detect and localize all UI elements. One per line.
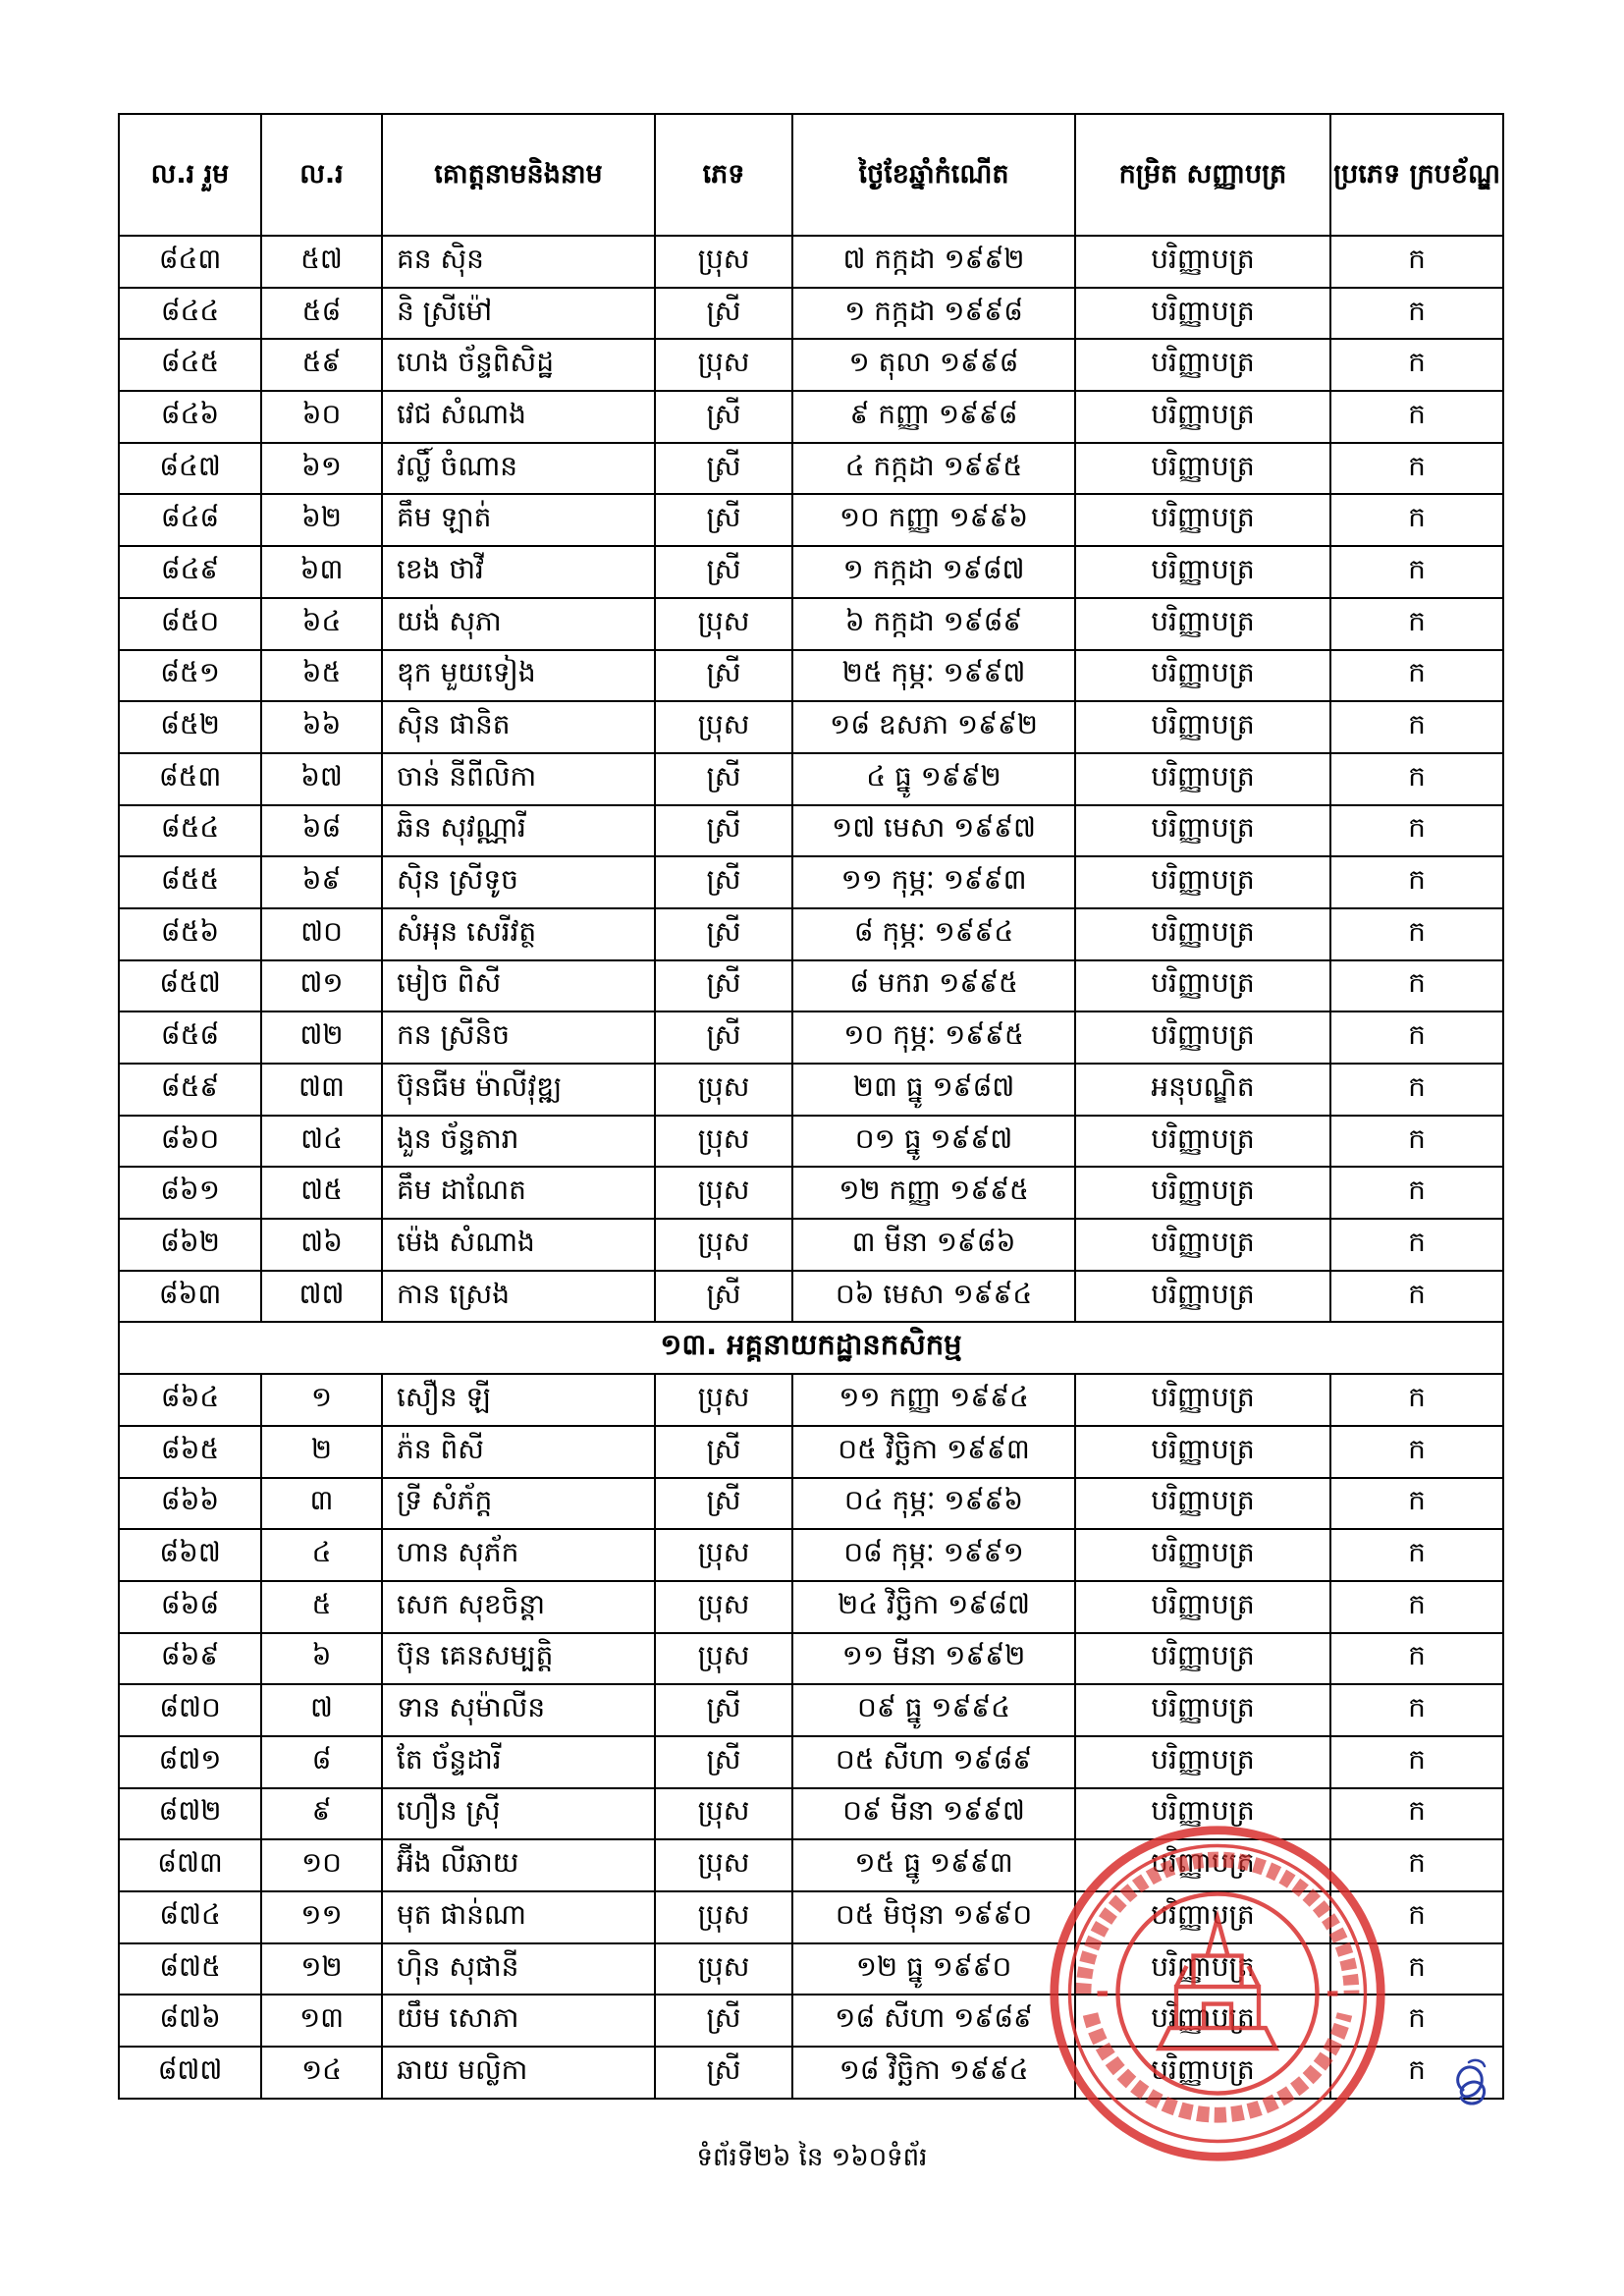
sex-cell: ស្រី [655,288,792,340]
table-row [119,1219,1503,1271]
table-row [119,288,1503,340]
degree-cell: បរិញ្ញាបត្រ [1075,391,1330,443]
overall-no-cell: ៨៥៥ [119,856,261,908]
name-cell: ហឿន ស៊្រី [382,1788,655,1840]
sex-cell: ស្រី [655,1011,792,1064]
name-cell: កន ស្រីនិច [382,1011,655,1064]
dob-cell: ១ តុលា ១៩៩៨ [792,339,1075,391]
table-row [119,1064,1503,1116]
no-cell: ៥៨ [261,288,382,340]
framework-cell: ក [1330,1374,1503,1426]
official-seal-stamp [1046,1822,1389,2165]
dob-cell: ៣ មីនា ១៩៨៦ [792,1219,1075,1271]
name-cell: ទ្រី សំភ័ក្ត [382,1478,655,1530]
overall-no-cell: ៨៧២ [119,1788,261,1840]
no-cell: ២ [261,1426,382,1478]
name-cell: សេក សុខចិន្តា [382,1581,655,1633]
table-row [119,1374,1503,1426]
sex-cell: ស្រី [655,2047,792,2099]
name-cell: ចាន់ នីពីលិកា [382,753,655,805]
sex-cell: ប្រុស [655,1891,792,1943]
overall-no-cell: ៨៦៨ [119,1581,261,1633]
dob-cell: ០៩ មីនា ១៩៩៧ [792,1788,1075,1840]
degree-cell: បរិញ្ញាបត្រ [1075,1271,1330,1323]
overall-no-cell: ៨៤៦ [119,391,261,443]
table-row [119,236,1503,288]
table-row [119,598,1503,650]
table-row [119,1011,1503,1064]
dob-cell: ០១ ធ្នូ ១៩៩៧ [792,1116,1075,1168]
overall-no-cell: ៨៥៦ [119,908,261,960]
sex-cell: ប្រុស [655,1633,792,1685]
no-cell: ៦៧ [261,753,382,805]
name-cell: មៀច ពិសី [382,960,655,1012]
overall-no-cell: ៨៤៧ [119,443,261,495]
sex-cell: ស្រី [655,1426,792,1478]
name-cell: តែ ច័ន្ទដារី [382,1736,655,1788]
no-cell: ៧៣ [261,1064,382,1116]
sex-cell: ប្រុស [655,236,792,288]
degree-cell: បរិញ្ញាបត្រ [1075,1943,1330,1995]
dob-cell: ១៥ ធ្នូ ១៩៩៣ [792,1839,1075,1891]
dob-cell: ១៧ មេសា ១៩៩៧ [792,805,1075,857]
dob-cell: ០៨ កុម្ភៈ ១៩៩១ [792,1529,1075,1581]
dob-cell: ០៥ វិច្ឆិកា ១៩៩៣ [792,1426,1075,1478]
no-cell: ១២ [261,1943,382,1995]
framework-cell: ក [1330,1736,1503,1788]
overall-no-cell: ៨៦៧ [119,1529,261,1581]
overall-no-cell: ៨៥៩ [119,1064,261,1116]
no-cell: ៦២ [261,494,382,546]
overall-no-cell: ៨៥១ [119,650,261,702]
sex-cell: ប្រុស [655,701,792,753]
sex-cell: ស្រី [655,494,792,546]
name-cell: អ៊ីង លីឆាយ [382,1839,655,1891]
overall-no-cell: ៨៤៣ [119,236,261,288]
header-framework-type: ប្រភេទ ក្របខ័ណ្ឌ [1330,114,1503,236]
dob-cell: ៩ កញ្ញា ១៩៩៨ [792,391,1075,443]
no-cell: ៨ [261,1736,382,1788]
overall-no-cell: ៨៦៣ [119,1271,261,1323]
name-cell: វេជ សំណាង [382,391,655,443]
dob-cell: ១ កក្កដា ១៩៩៨ [792,288,1075,340]
degree-cell: បរិញ្ញាបត្រ [1075,1219,1330,1271]
framework-cell: ក [1330,701,1503,753]
table-row [119,546,1503,598]
name-cell: ទាន សុម៉ាលីន [382,1684,655,1736]
rows-block-1 [119,236,1503,1322]
table-row [119,339,1503,391]
framework-cell: ក [1330,753,1503,805]
header-overall-no: ល.រ រួម [119,114,261,236]
no-cell: ៥ [261,1581,382,1633]
framework-cell: ក [1330,546,1503,598]
dob-cell: ០៦ មេសា ១៩៩៤ [792,1271,1075,1323]
no-cell: ៧៧ [261,1271,382,1323]
table-row [119,960,1503,1012]
no-cell: ៦០ [261,391,382,443]
degree-cell: បរិញ្ញាបត្រ [1075,1478,1330,1530]
framework-cell: ក [1330,1011,1503,1064]
dob-cell: ១២ ធ្នូ ១៩៩០ [792,1943,1075,1995]
framework-cell: ក [1330,1684,1503,1736]
overall-no-cell: ៨៧១ [119,1736,261,1788]
degree-cell: បរិញ្ញាបត្រ [1075,1684,1330,1736]
no-cell: ៩ [261,1788,382,1840]
degree-cell: បរិញ្ញាបត្រ [1075,546,1330,598]
framework-cell: ក [1330,1995,1503,2047]
no-cell: ៦៩ [261,856,382,908]
no-cell: ៦៤ [261,598,382,650]
degree-cell: បរិញ្ញាបត្រ [1075,1374,1330,1426]
framework-cell: ក [1330,1529,1503,1581]
sex-cell: ស្រី [655,856,792,908]
no-cell: ៦៥ [261,650,382,702]
dob-cell: ១១ កញ្ញា ១៩៩៤ [792,1374,1075,1426]
overall-no-cell: ៨៦១ [119,1167,261,1219]
header-date-of-birth: ថ្ងៃខែឆ្នាំកំណើត [792,114,1075,236]
degree-cell: បរិញ្ញាបត្រ [1075,908,1330,960]
framework-cell: ក [1330,1891,1503,1943]
degree-cell: បរិញ្ញាបត្រ [1075,1581,1330,1633]
dob-cell: ០៥ សីហា ១៩៨៩ [792,1736,1075,1788]
dob-cell: ១ កក្កដា ១៩៨៧ [792,546,1075,598]
no-cell: ៧១ [261,960,382,1012]
sex-cell: ប្រុស [655,1064,792,1116]
name-cell: យឹម សោភា [382,1995,655,2047]
dob-cell: ០៥ មិថុនា ១៩៩០ [792,1891,1075,1943]
framework-cell: ក [1330,1943,1503,1995]
dob-cell: ១៨ ឧសភា ១៩៩២ [792,701,1075,753]
no-cell: ៦ [261,1633,382,1685]
dob-cell: ៧ កក្កដា ១៩៩២ [792,236,1075,288]
no-cell: ៥៧ [261,236,382,288]
no-cell: ៧០ [261,908,382,960]
overall-no-cell: ៨៦៤ [119,1374,261,1426]
sex-cell: ស្រី [655,753,792,805]
header-no: ល.រ [261,114,382,236]
no-cell: ១១ [261,1891,382,1943]
table-row [119,494,1503,546]
overall-no-cell: ៨៧០ [119,1684,261,1736]
overall-no-cell: ៨៥២ [119,701,261,753]
degree-cell: អនុបណ្ឌិត [1075,1064,1330,1116]
dob-cell: ០៩ ធ្នូ ១៩៩៤ [792,1684,1075,1736]
framework-cell: ក [1330,288,1503,340]
framework-cell: ក [1330,805,1503,857]
table-row [119,701,1503,753]
framework-cell: ក [1330,1581,1503,1633]
dob-cell: ០៤ កុម្ភៈ ១៩៩៦ [792,1478,1075,1530]
overall-no-cell: ៨៤៨ [119,494,261,546]
header-sex: ភេទ [655,114,792,236]
degree-cell: បរិញ្ញាបត្រ [1075,1011,1330,1064]
degree-cell: បរិញ្ញាបត្រ [1075,1426,1330,1478]
table-row [119,1684,1503,1736]
dob-cell: ២៣ ធ្នូ ១៩៨៧ [792,1064,1075,1116]
framework-cell: ក [1330,1426,1503,1478]
overall-no-cell: ៨៦២ [119,1219,261,1271]
framework-cell: ក [1330,1116,1503,1168]
sex-cell: ស្រី [655,443,792,495]
overall-no-cell: ៨៤៩ [119,546,261,598]
name-cell: ខេង ថាវី [382,546,655,598]
sex-cell: ប្រុស [655,1219,792,1271]
no-cell: ៤ [261,1529,382,1581]
overall-no-cell: ៨៥៣ [119,753,261,805]
dob-cell: ១០ កុម្ភៈ ១៩៩៥ [792,1011,1075,1064]
name-cell: និ ស្រីម៉ៅ [382,288,655,340]
no-cell: ៥៩ [261,339,382,391]
name-cell: ប៊ុន គេនសម្បត្តិ [382,1633,655,1685]
header-degree-level: កម្រិត សញ្ញាបត្រ [1075,114,1330,236]
no-cell: ៦៦ [261,701,382,753]
overall-no-cell: ៨៧៥ [119,1943,261,1995]
no-cell: ៧២ [261,1011,382,1064]
sex-cell: ប្រុស [655,1529,792,1581]
section-block [119,1322,1503,1374]
overall-no-cell: ៨៧៧ [119,2047,261,2099]
sex-cell: ស្រី [655,805,792,857]
section-title: ១៣. អគ្គនាយកដ្ឋានកសិកម្ម [119,1322,1503,1374]
sex-cell: ស្រី [655,546,792,598]
no-cell: ១ [261,1374,382,1426]
sex-cell: ប្រុស [655,1116,792,1168]
dob-cell: ២៥ កុម្ភៈ ១៩៩៧ [792,650,1075,702]
sex-cell: ប្រុស [655,1167,792,1219]
header-full-name: គោត្តនាមនិងនាម [382,114,655,236]
sex-cell: ប្រុស [655,1581,792,1633]
no-cell: ៦៨ [261,805,382,857]
sex-cell: ប្រុស [655,598,792,650]
roster-table [118,113,1504,2100]
degree-cell: បរិញ្ញាបត្រ [1075,856,1330,908]
table-row [119,1478,1503,1530]
name-cell: យង់ សុភា [382,598,655,650]
name-cell: ហាន សុភ័ក [382,1529,655,1581]
overall-no-cell: ៨៧៤ [119,1891,261,1943]
table-row [119,908,1503,960]
degree-cell: បរិញ្ញាបត្រ [1075,1788,1330,1840]
degree-cell: បរិញ្ញាបត្រ [1075,236,1330,288]
degree-cell: បរិញ្ញាបត្រ [1075,598,1330,650]
overall-no-cell: ៨៦៥ [119,1426,261,1478]
name-cell: ហេង ច័ន្ទពិសិដ្ឋ [382,339,655,391]
table-row [119,1426,1503,1478]
section-row [119,1322,1503,1374]
overall-no-cell: ៨៥៨ [119,1011,261,1064]
dob-cell: ១០ កញ្ញា ១៩៩៦ [792,494,1075,546]
degree-cell: បរិញ្ញាបត្រ [1075,960,1330,1012]
name-cell: កាន ស្រេង [382,1271,655,1323]
framework-cell: ក [1330,1064,1503,1116]
name-cell: សំអុន សេរីវត្ថ [382,908,655,960]
framework-cell: ក [1330,1478,1503,1530]
framework-cell: ក [1330,494,1503,546]
overall-no-cell: ៨៥០ [119,598,261,650]
name-cell: ភ៉ន ពិសី [382,1426,655,1478]
sex-cell: ស្រី [655,1271,792,1323]
name-cell: ស៊ិន ស្រីទូច [382,856,655,908]
dob-cell: ១២ កញ្ញា ១៩៩៥ [792,1167,1075,1219]
degree-cell: បរិញ្ញាបត្រ [1075,2047,1330,2099]
table-row [119,1633,1503,1685]
framework-cell: ក [1330,1219,1503,1271]
degree-cell: បរិញ្ញាបត្រ [1075,1995,1330,2047]
sex-cell: ស្រី [655,1684,792,1736]
sex-cell: ប្រុស [655,1788,792,1840]
name-cell: ប៊ុនធីម ម៉ាលីវុឌ្ឍ [382,1064,655,1116]
sex-cell: ស្រី [655,650,792,702]
table-row [119,1581,1503,1633]
overall-no-cell: ៨៤៤ [119,288,261,340]
no-cell: ១៤ [261,2047,382,2099]
degree-cell: បរិញ្ញាបត្រ [1075,701,1330,753]
sex-cell: ប្រុស [655,1943,792,1995]
table-row [119,1167,1503,1219]
dob-cell: ១៨ វិច្ឆិកា ១៩៩៤ [792,2047,1075,2099]
dob-cell: ៤ កក្កដា ១៩៩៥ [792,443,1075,495]
framework-cell: ក [1330,598,1503,650]
name-cell: ស៊ិន ផានិត [382,701,655,753]
name-cell: ឆិន សុវណ្ណារី [382,805,655,857]
degree-cell: បរិញ្ញាបត្រ [1075,1529,1330,1581]
framework-cell: ក [1330,2047,1503,2099]
dob-cell: ៨ កុម្ភៈ ១៩៩៤ [792,908,1075,960]
name-cell: គន ស៊ិន [382,236,655,288]
name-cell: ងួន ច័ន្ទតារា [382,1116,655,1168]
name-cell: ឌុក មួយទៀង [382,650,655,702]
dob-cell: ១៨ សីហា ១៩៨៩ [792,1995,1075,2047]
degree-cell: បរិញ្ញាបត្រ [1075,443,1330,495]
sex-cell: ស្រី [655,1995,792,2047]
table-row [119,443,1503,495]
overall-no-cell: ៨៧៣ [119,1839,261,1891]
name-cell: ហ៊ិន សុផានី [382,1943,655,1995]
dob-cell: ២៤ វិច្ឆិកា ១៩៨៧ [792,1581,1075,1633]
table-row [119,1736,1503,1788]
table-row [119,650,1503,702]
overall-no-cell: ៨៧៦ [119,1995,261,2047]
name-cell: ឆាយ មល្លិកា [382,2047,655,2099]
degree-cell: បរិញ្ញាបត្រ [1075,288,1330,340]
degree-cell: បរិញ្ញាបត្រ [1075,1891,1330,1943]
sex-cell: ស្រី [655,908,792,960]
framework-cell: ក [1330,391,1503,443]
table-row [119,753,1503,805]
no-cell: ៣ [261,1478,382,1530]
name-cell: វល្លិ៍ ចំណាន [382,443,655,495]
overall-no-cell: ៨៥៧ [119,960,261,1012]
table-row [119,856,1503,908]
overall-no-cell: ៨៦០ [119,1116,261,1168]
degree-cell: បរិញ្ញាបត្រ [1075,1167,1330,1219]
framework-cell: ក [1330,1788,1503,1840]
dob-cell: ៤ ធ្នូ ១៩៩២ [792,753,1075,805]
no-cell: ១០ [261,1839,382,1891]
framework-cell: ក [1330,1633,1503,1685]
framework-cell: ក [1330,650,1503,702]
sex-cell: ប្រុស [655,1839,792,1891]
sex-cell: ស្រី [655,1478,792,1530]
table-row [119,1116,1503,1168]
degree-cell: បរិញ្ញាបត្រ [1075,494,1330,546]
sex-cell: ប្រុស [655,1374,792,1426]
dob-cell: ១១ កុម្ភៈ ១៩៩៣ [792,856,1075,908]
framework-cell: ក [1330,1167,1503,1219]
overall-no-cell: ៨៤៥ [119,339,261,391]
no-cell: ៧ [261,1684,382,1736]
framework-cell: ក [1330,1271,1503,1323]
no-cell: ៦៣ [261,546,382,598]
degree-cell: បរិញ្ញាបត្រ [1075,1116,1330,1168]
framework-cell: ក [1330,908,1503,960]
name-cell: គឹម ដាណែត [382,1167,655,1219]
table-row [119,1271,1503,1323]
name-cell: សឿន ឡី [382,1374,655,1426]
overall-no-cell: ៨៦៦ [119,1478,261,1530]
header-row [119,114,1503,236]
table-row [119,391,1503,443]
dob-cell: ១១ មីនា ១៩៩២ [792,1633,1075,1685]
degree-cell: បរិញ្ញាបត្រ [1075,753,1330,805]
table-row [119,1529,1503,1581]
framework-cell: ក [1330,236,1503,288]
no-cell: ៦១ [261,443,382,495]
framework-cell: ក [1330,960,1503,1012]
degree-cell: បរិញ្ញាបត្រ [1075,339,1330,391]
sex-cell: ស្រី [655,1736,792,1788]
roster-sheet [118,113,1502,2100]
sex-cell: ស្រី [655,960,792,1012]
name-cell: ម៉េង សំណាង [382,1219,655,1271]
sex-cell: ស្រី [655,391,792,443]
page-footer: ទំព័រទី២៦ នៃ ១៦០ទំព័រ [696,2143,928,2172]
overall-no-cell: ៨៥៤ [119,805,261,857]
dob-cell: ៨ មករា ១៩៩៥ [792,960,1075,1012]
overall-no-cell: ៨៦៩ [119,1633,261,1685]
table-row [119,805,1503,857]
degree-cell: បរិញ្ញាបត្រ [1075,650,1330,702]
no-cell: ១៣ [261,1995,382,2047]
dob-cell: ៦ កក្កដា ១៩៨៩ [792,598,1075,650]
framework-cell: ក [1330,443,1503,495]
degree-cell: បរិញ្ញាបត្រ [1075,1736,1330,1788]
no-cell: ៧៦ [261,1219,382,1271]
degree-cell: បរិញ្ញាបត្រ [1075,1633,1330,1685]
no-cell: ៧៤ [261,1116,382,1168]
name-cell: គឹម ឡាត់ [382,494,655,546]
degree-cell: បរិញ្ញាបត្រ [1075,1839,1330,1891]
framework-cell: ក [1330,339,1503,391]
signature-mark [1443,2052,1502,2111]
no-cell: ៧៥ [261,1167,382,1219]
framework-cell: ក [1330,856,1503,908]
degree-cell: បរិញ្ញាបត្រ [1075,805,1330,857]
sex-cell: ប្រុស [655,339,792,391]
name-cell: មុត ផាន់ណា [382,1891,655,1943]
framework-cell: ក [1330,1839,1503,1891]
